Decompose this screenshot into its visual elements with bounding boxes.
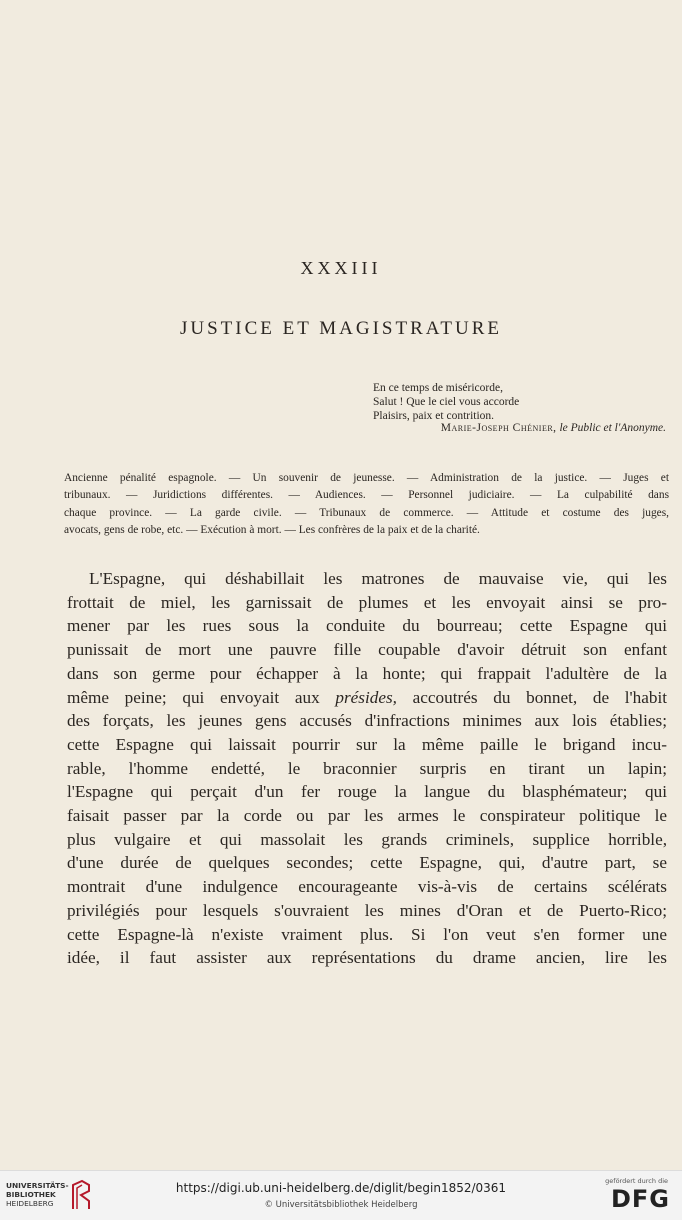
- body-line: frottait de miel, les garnissait de plumes et les envoyait ainsi se pro-: [67, 592, 667, 612]
- epigraph: [373, 381, 519, 423]
- permalink-url[interactable]: https://digi.ub.uni-heidelberg.de/diglit/begin1852/0361: [175, 1181, 507, 1195]
- body-line: cette Espagne qui laissait pourrir sur la même paille le brigand incu-: [67, 734, 667, 754]
- body-line: des forçats, les jeunes gens accusés d'infractions minimes aux lois établies;: [67, 711, 667, 731]
- summary-line: chaque province. — La garde civile. — Tribunaux de commerce. — Attitude et costume des juges,: [64, 506, 669, 519]
- body-text: [67, 567, 667, 970]
- epigraph-line: Salut ! Que le ciel vous accorde: [373, 396, 520, 408]
- body-line: l'Espagne qui perçait d'un fer rouge la langue du blasphémateur; qui: [67, 782, 667, 802]
- library-logo-line: BIBLIOTHEK: [6, 1190, 56, 1199]
- body-line: rable, l'homme endetté, le braconnier surpris en tirant un lapin;: [67, 758, 667, 778]
- body-line: dans son germe pour échapper à la honte; qui frappait l'adultère de la: [67, 663, 667, 683]
- body-line-6: [67, 686, 667, 710]
- body-line: L'Espagne, qui déshabillait les matrones de mauvaise vie, qui les: [89, 569, 667, 588]
- body-line: punissait de mort une pauvre fille coupable d'avoir détruit son enfant: [67, 640, 667, 660]
- body-line-6-start: même peine; qui envoyait aux: [67, 687, 320, 707]
- summary-line: tribunaux. — Juridictions différentes. — Audiences. — Personnel judiciaire. — La culpabilité dans: [64, 489, 669, 502]
- dfg-logo[interactable]: DFG: [610, 1185, 670, 1213]
- library-logo-line: UNIVERSITÄTS-: [6, 1181, 69, 1190]
- body-line: privilégiés pour lesquels s'ouvraient les mines d'Oran et de Puerto-Rico;: [67, 900, 667, 920]
- summary-line: avocats, gens de robe, etc. — Exécution à mort. — Les confrères de la paix et de la charité.: [64, 524, 480, 537]
- body-line: mener par les rues sous la conduite du bourreau; cette Espagne qui: [67, 616, 667, 636]
- body-line: montrait d'une indulgence encourageante vis-à-vis de certains scélérats: [67, 877, 667, 897]
- epigraph-attribution: [441, 422, 666, 434]
- funding-caption: gefördert durch die: [605, 1177, 668, 1185]
- chapter-title: JUSTICE ET MAGISTRATURE: [180, 318, 502, 339]
- body-line: cette Espagne-là n'existe vraiment plus. Si l'on veut s'en former une: [67, 924, 667, 944]
- copyright-notice: © Universitätsbibliothek Heidelberg: [264, 1200, 418, 1210]
- viewer-footer: [0, 1170, 682, 1220]
- body-line-6-italic: présides,: [335, 687, 397, 707]
- body-line: idée, il faut assister aux représentations du drame ancien, lire les: [67, 948, 667, 968]
- body-line: d'une durée de quelques secondes; cette Espagne, qui, d'autre part, se: [67, 853, 667, 873]
- summary-line: Ancienne pénalité espagnole. — Un souvenir de jeunesse. — Administration de la justice. — Juges et: [64, 472, 669, 484]
- epigraph-author: Marie-Joseph Chénier,: [440, 422, 557, 434]
- body-line: faisait passer par la corde ou par les armes le conspirateur politique le: [67, 806, 667, 826]
- body-line-6-end: accoutrés du bonnet, de l'habit: [412, 687, 668, 707]
- library-logo-line: HEIDELBERG: [6, 1199, 54, 1208]
- body-line: plus vulgaire et qui massolait les grands criminels, supplice horrible,: [67, 829, 667, 849]
- epigraph-line: En ce temps de miséricorde,: [373, 382, 503, 394]
- epigraph-work: le Public et l'Anonyme.: [559, 422, 666, 434]
- chapter-summary: [64, 470, 669, 540]
- chapter-number: XXXIII: [300, 258, 382, 278]
- epigraph-line: Plaisirs, paix et contrition.: [373, 410, 495, 422]
